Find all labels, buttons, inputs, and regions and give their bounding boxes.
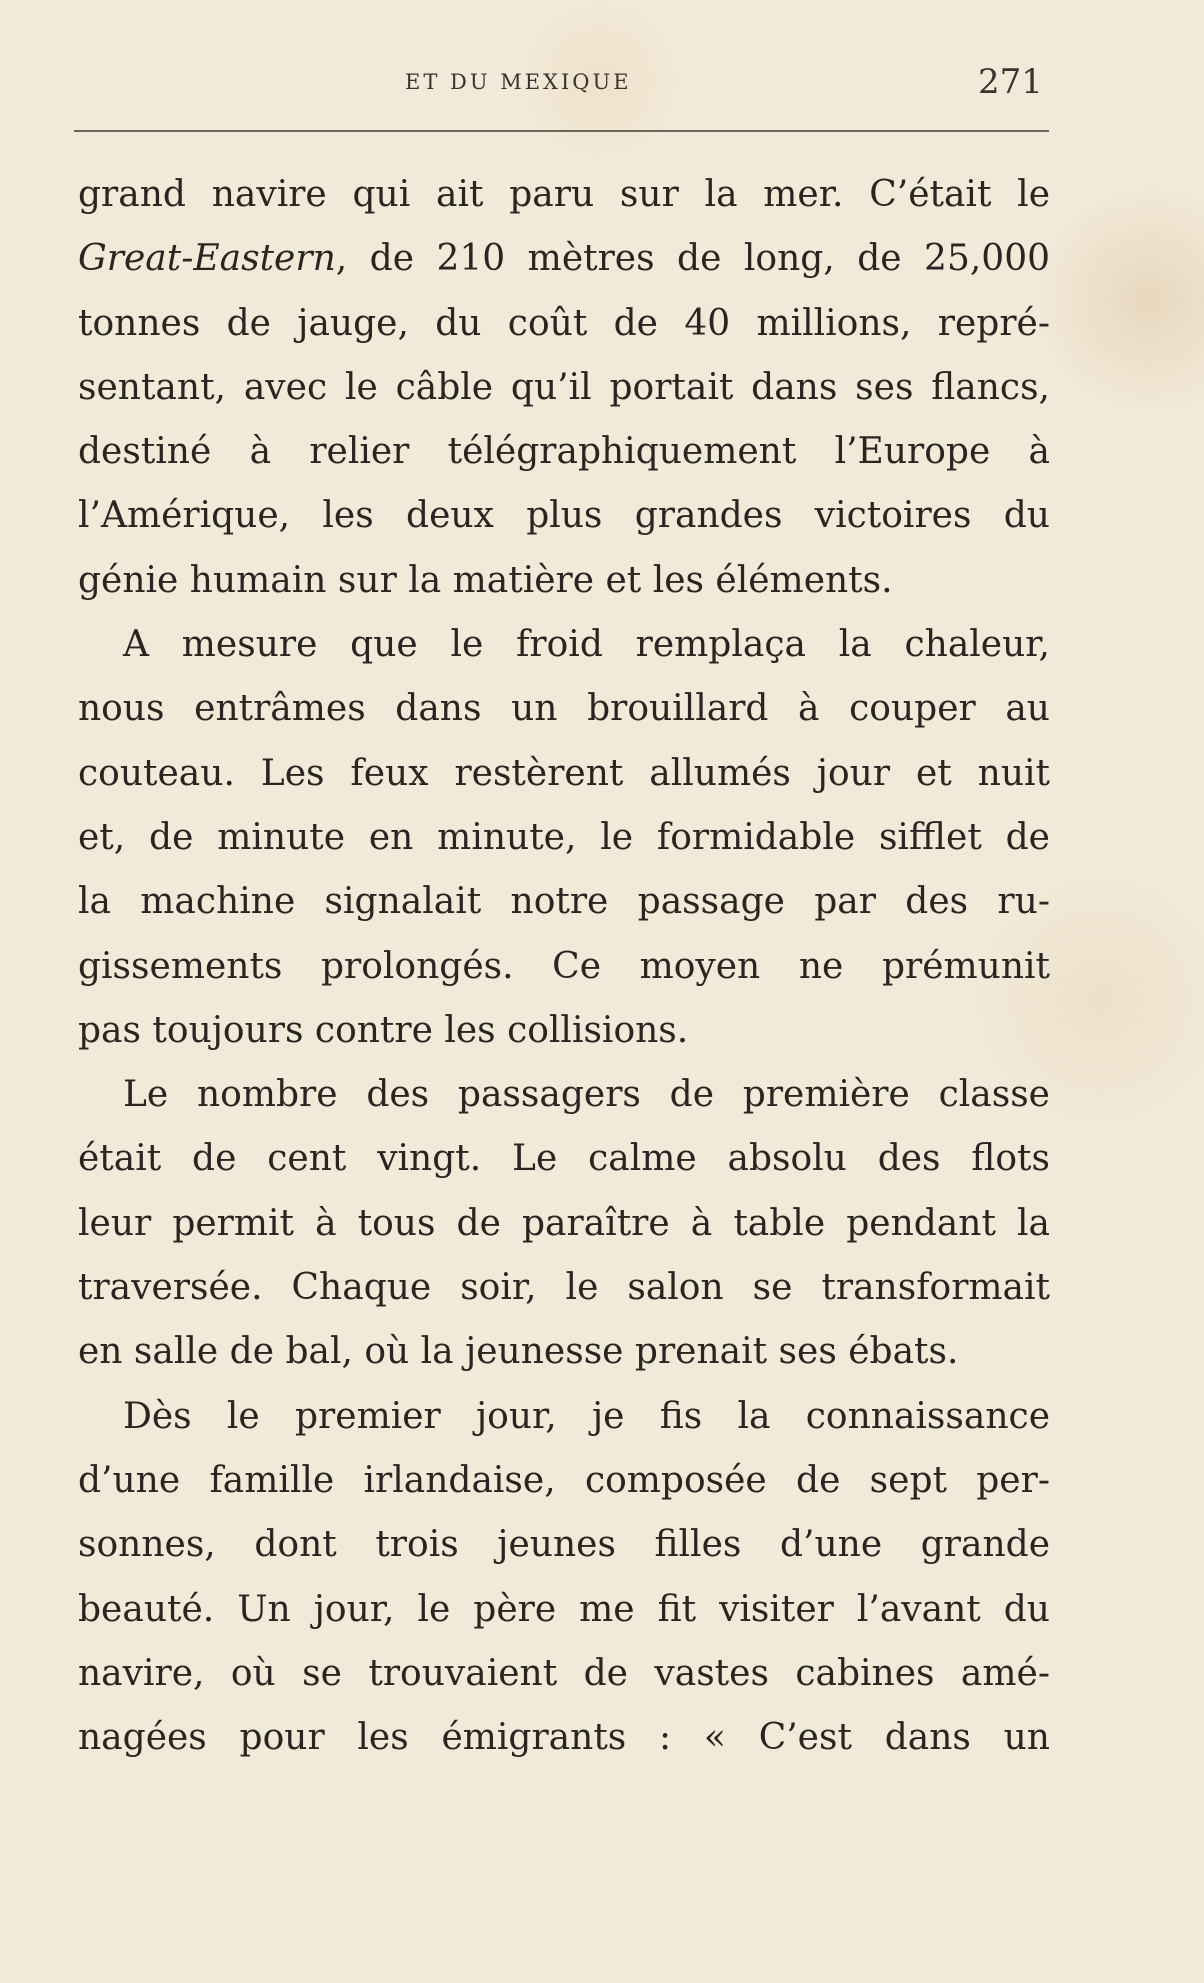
text-line: nous entrâmes dans un brouillard à couper au: [78, 688, 1050, 730]
text-line: couteau. Les feux restèrent allumés jour et nuit: [78, 752, 1050, 794]
text-line: leur permit à tous de paraître à table pendant la: [78, 1202, 1050, 1244]
body-text: [78, 163, 1050, 1770]
text-line: gissements prolongés. Ce moyen ne prémunit: [78, 945, 1050, 987]
text-line: nagées pour les émigrants : « C’est dans un: [78, 1717, 1050, 1759]
text-line: A mesure que le froid remplaça la chaleur,: [123, 624, 1050, 666]
text-line-rest: , de 210 mètres de long, de 25,000: [335, 238, 1050, 280]
text-line: pas toujours contre les collisions.: [78, 1009, 689, 1051]
running-head: [0, 62, 1204, 102]
text-line: navire, où se trouvaient de vastes cabines amé-: [78, 1652, 1050, 1694]
text-line: traversée. Chaque soir, le salon se transformait: [78, 1267, 1050, 1309]
text-line: sonnes, dont trois jeunes filles d’une grande: [78, 1524, 1050, 1566]
header-rule: [74, 130, 1049, 132]
text-line: sentant, avec le câble qu’il portait dans ses flancs,: [78, 366, 1050, 408]
text-line: Le nombre des passagers de première classe: [123, 1074, 1050, 1116]
text-line: génie humain sur la matière et les éléments.: [78, 559, 893, 601]
text-line: [78, 227, 1050, 291]
text-line: était de cent vingt. Le calme absolu des flots: [78, 1138, 1050, 1180]
text-line: et, de minute en minute, le formidable sifflet de: [78, 816, 1050, 858]
running-title: ET DU MEXIQUE: [405, 70, 632, 94]
text-line: tonnes de jauge, du coût de 40 millions, repré-: [78, 302, 1050, 344]
text-line: Dès le premier jour, je fis la connaissance: [123, 1395, 1050, 1437]
text-line: grand navire qui ait paru sur la mer. C’était le: [78, 174, 1050, 215]
text-line: beauté. Un jour, le père me fit visiter l’avant du: [78, 1588, 1050, 1630]
text-line: en salle de bal, où la jeunesse prenait ses ébats.: [78, 1331, 959, 1373]
text-line: destiné à relier télégraphiquement l’Europe à: [78, 431, 1050, 473]
page-number: 271: [978, 62, 1043, 102]
text-line: l’Amérique, les deux plus grandes victoires du: [78, 495, 1050, 537]
text-line: la machine signalait notre passage par des ru-: [78, 881, 1050, 923]
ship-name: Great-Eastern: [78, 238, 336, 280]
text-line: d’une famille irlandaise, composée de sept per-: [78, 1459, 1050, 1501]
